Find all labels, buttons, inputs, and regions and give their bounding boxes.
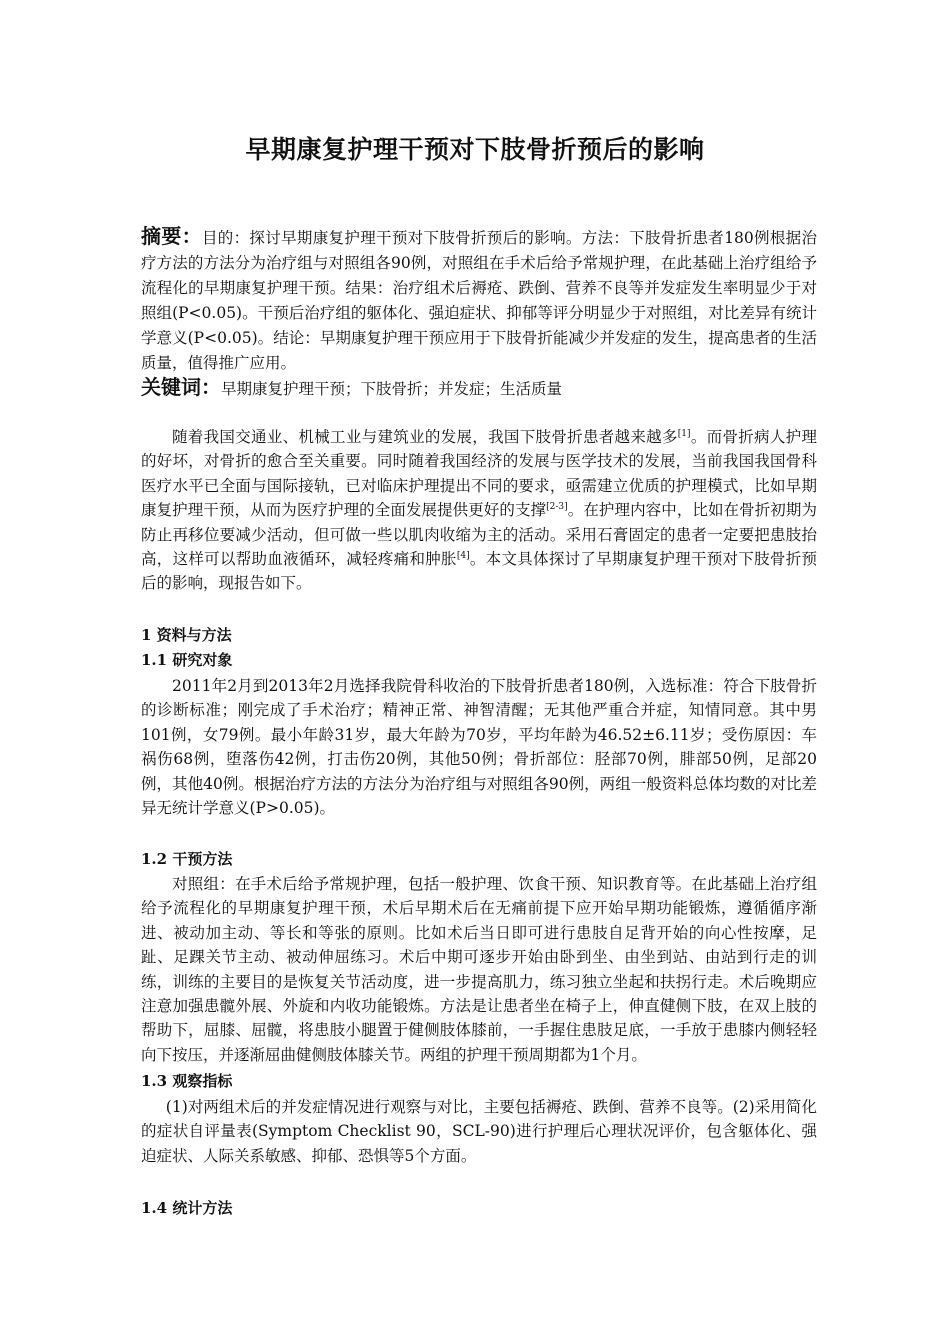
intro-text-1: 随着我国交通业、机械工业与建筑业的发展，我国下肢骨折患者越来越多 — [172, 428, 678, 446]
paragraph-1-2: 对照组：在手术后给予常规护理，包括一般护理、饮食干预、知识教育等。在此基础上治疗组给予流程化的早期康复护理干预，术后早期术后在无痛前提下应开始早期功能锻炼，遵循循序渐进、被动加主动、等长和等张的原则。比如术后当日即可进行患肢自足背开始的向心性按摩，足趾、足踝关节主动、被动伸屈练习。术后中期可逐步开始由卧到坐、由坐到站、由站到行走的训练，训练的主要目的是恢复关节活动度，进一步提高肌力，练习独立坐起和扶拐行走。术后晚期应注意加强患髋外展、外旋和内收功能锻炼。方法是让患者坐在椅子上，伸直健侧下肢，在双上肢的帮助下，屈膝、屈髋，将患肢小腿置于健侧肢体膝前，一手握住患肢足底，一手放于患膝内侧轻轻向下按压，并逐渐屈曲健侧肢体膝关节。两组的护理干预周期都为1个月。 — [141, 875, 817, 1064]
paper-title: 早期康复护理干预对下肢骨折预后的影响 — [245, 135, 705, 164]
section-heading-1-3: 1.3 观察指标 — [141, 1072, 233, 1090]
citation-ref-1: [1] — [677, 429, 691, 439]
section-heading-1: 1 资料与方法 — [141, 626, 232, 644]
paragraph-1-3: (1)对两组术后的并发症情况进行观察与对比，主要包括褥疮、跌倒、营养不良等。(2)采用简化的症状自评量表(Symptom Checklist 90，SCL-90)进行护理后心理状况评价，包含躯体化、强迫症状、人际关系敏感、抑郁、恐惧等5个方面。 — [141, 1098, 817, 1165]
section-heading-1-4: 1.4 统计方法 — [141, 1199, 233, 1217]
intro-paragraph — [141, 425, 817, 596]
intro-text-4: 。本文具体探讨了早期康复护理干预对下肢骨折预后的影响，现报告如下。 — [141, 550, 817, 593]
intro-text-3: 。在护理内容中，比如在骨折初期为防止再移位要减少活动，但可做一些以肌肉收缩为主的活动。采用石膏固定的患者一定要把患肢抬高，这样可以帮助血液循环，减轻疼痛和肿胀 — [141, 501, 817, 569]
paragraph-1-1: 2011年2月到2013年2月选择我院骨科收治的下肢骨折患者180例，入选标准：符合下肢骨折的诊断标准；刚完成了手术治疗；精神正常、神智清醒；无其他严重合并症，知情同意。其中男101例，女79例。最小年龄31岁，最大年龄为70岁，平均年龄为46.52±6.11岁；受伤原因：车祸伤68例，堕落伤42例，打击伤20例，其他50例；骨折部位：胫部70例，腓部50例，足部20例，其他40例。根据治疗方法的方法分为治疗组与对照组各90例，两组一般资料总体均数的对比差异无统计学意义(P>0.05)。 — [141, 677, 817, 818]
keywords-text: 早期康复护理干预；下肢骨折；并发症；生活质量 — [221, 380, 563, 398]
keywords — [141, 374, 817, 402]
citation-ref-2: [2-3] — [546, 502, 568, 513]
abstract-text: 目的：探讨早期康复护理干预对下肢骨折预后的影响。方法：下肢骨折患者180例根据治疗方法的方法分为治疗组与对照组各90例，对照组在手术后给予常规护理，在此基础上治疗组给予流程化的早期康复护理干预。结果：治疗组术后褥疮、跌倒、营养不良等并发症发生率明显少于对照组(P<0.05)。干预后治疗组的躯体化、强迫症状、抑郁等评分明显少于对照组，对比差异有统计学意义(P<0.05)。结论：早期康复护理干预应用于下肢骨折能减少并发症的发生，提高患者的生活质量，值得推广应用。 — [141, 229, 817, 372]
section-heading-1-2: 1.2 干预方法 — [141, 850, 233, 868]
section-heading-1-1: 1.1 研究对象 — [141, 651, 233, 669]
abstract — [141, 224, 817, 376]
intro-text-2: 。而骨折病人护理的好坏，对骨折的愈合至关重要。同时随着我国经济的发展与医学技术的发展，当前我国我国骨科医疗水平已全面与国际接轨，已对临床护理提出不同的要求，亟需建立优质的护理模式，比如早期康复护理干预，从而为医疗护理的全面发展提供更好的支撑 — [141, 428, 817, 520]
citation-ref-3: [4] — [456, 551, 470, 562]
keywords-label: 关键词： — [141, 375, 221, 399]
abstract-label: 摘要： — [141, 224, 202, 248]
